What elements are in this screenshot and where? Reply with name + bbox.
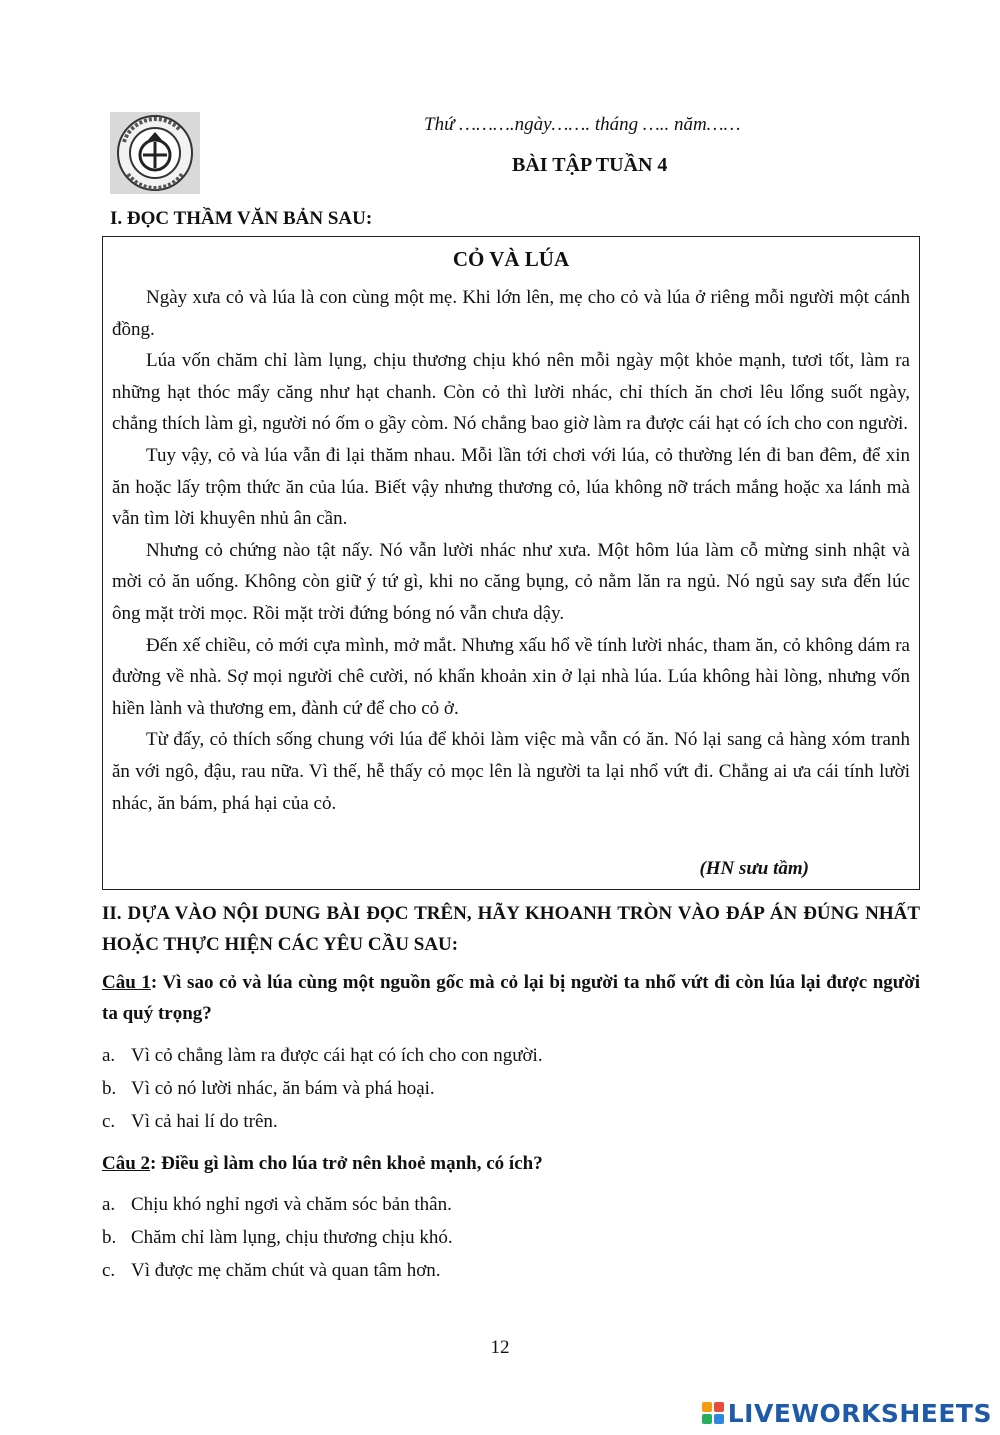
question-label: Câu 2 — [102, 1153, 151, 1174]
question-text: : Điều gì làm cho lúa trở nên khoẻ mạnh, có ích? — [150, 1153, 543, 1174]
school-logo — [110, 112, 200, 194]
story-body — [112, 282, 910, 819]
question-1-option-a[interactable] — [102, 1045, 543, 1067]
question-2-option-b[interactable] — [102, 1227, 453, 1249]
story-paragraph: Ngày xưa cỏ và lúa là con cùng một mẹ. Khi lớn lên, mẹ cho cỏ và lúa ở riêng mỗi người một cánh đồng. — [112, 287, 910, 340]
question-2-option-a[interactable] — [102, 1194, 452, 1216]
option-text: Vì được mẹ chăm chút và quan tâm hơn. — [131, 1260, 441, 1281]
option-text: Vì cả hai lí do trên. — [131, 1111, 278, 1132]
question-label: Câu 1 — [102, 972, 151, 993]
date-line: Thứ ……….ngày……. tháng ….. năm…… — [424, 114, 741, 135]
question-1 — [102, 967, 920, 1029]
question-2 — [102, 1148, 920, 1179]
option-letter: c. — [102, 1260, 116, 1281]
option-text: Vì cỏ nó lười nhác, ăn bám và phá hoại. — [131, 1078, 435, 1099]
option-text: Chịu khó nghỉ ngơi và chăm sóc bản thân. — [131, 1194, 452, 1215]
story-box — [102, 236, 920, 890]
story-source: (HN sưu tầm) — [699, 858, 809, 879]
worksheet-title: BÀI TẬP TUẦN 4 — [512, 154, 668, 176]
option-text: Vì cỏ chẳng làm ra được cái hạt có ích cho con người. — [131, 1045, 543, 1066]
liveworksheets-brand[interactable] — [702, 1395, 992, 1431]
story-paragraph: Tuy vậy, cỏ và lúa vẫn đi lại thăm nhau. Mỗi lần tới chơi với lúa, cỏ thường lén đi ban đêm, để xin ăn hoặc lấy trộm thức ăn của lúa. Biết vậy nhưng thương cỏ, lúa không nỡ trách mắng hoặc xa lánh mà vẫn tìm lời khuyên nhủ ân cần. — [112, 444, 910, 530]
page-number: 12 — [490, 1337, 510, 1358]
story-paragraph: Đến xế chiều, cỏ mới cựa mình, mở mắt. Nhưng xấu hổ về tính lười nhác, tham ăn, cỏ không dám ra đường về nhà. Sợ mọi người chê cười, nó khẩn khoản xin ở lại nhà lúa. Lúa không hài lòng, nhưng vốn hiền lành và thương em, đành cứ để cho cỏ ở. — [112, 634, 910, 719]
option-letter: b. — [102, 1078, 117, 1099]
question-2-option-c[interactable] — [102, 1260, 441, 1282]
story-paragraph: Nhưng cỏ chứng nào tật nấy. Nó vẫn lười nhác như xưa. Một hôm lúa làm cỗ mừng sinh nhật và mời cỏ ăn uống. Không còn giữ ý tứ gì, khi no căng bụng, cỏ nằm lăn ra ngủ. Nó ngủ say sưa đến lúc ông mặt trời mọc. Rồi mặt trời đứng bóng nó vẫn chưa dậy. — [112, 539, 910, 624]
option-letter: b. — [102, 1227, 117, 1248]
option-letter: a. — [102, 1194, 116, 1215]
question-1-option-c[interactable] — [102, 1111, 278, 1133]
question-1-option-b[interactable] — [102, 1078, 435, 1100]
option-text: Chăm chỉ làm lụng, chịu thương chịu khó. — [131, 1227, 453, 1248]
story-paragraph: Từ đấy, cỏ thích sống chung với lúa để khỏi làm việc mà vẫn có ăn. Nó lại sang cả hàng xóm tranh ăn với ngô, đậu, rau nữa. Vì thế, hễ thấy cỏ mọc lên là người ta lại nhổ vứt đi. Chẳng ai ưa cái tính lười nhác, ăn bám, phá hại của cỏ. — [112, 729, 910, 814]
brand-text: LIVEWORKSHEETS — [727, 1398, 992, 1428]
story-title: CỎ VÀ LÚA — [452, 247, 570, 271]
section-2-heading: II. DỰA VÀO NỘI DUNG BÀI ĐỌC TRÊN, HÃY KHOANH TRÒN VÀO ĐÁP ÁN ĐÚNG NHẤT HOẶC THỰC HIỆN CÁC YÊU CẦU SAU: — [102, 903, 920, 955]
question-text: : Vì sao cỏ và lúa cùng một nguồn gốc mà cỏ lại bị người ta nhổ vứt đi còn lúa lại được người ta quý trọng? — [102, 972, 920, 1024]
option-letter: a. — [102, 1045, 116, 1066]
liveworksheets-logo-icon — [702, 1402, 724, 1424]
section-1-heading: I. ĐỌC THẦM VĂN BẢN SAU: — [110, 208, 373, 229]
story-paragraph: Lúa vốn chăm chỉ làm lụng, chịu thương chịu khó nên mỗi ngày một khỏe mạnh, tươi tốt, làm ra những hạt thóc mẩy căng như hạt chanh. Còn cỏ thì lười nhác, chỉ thích ăn chơi lêu lổng suốt ngày, chẳng thích làm gì, người nó ốm o gầy còm. Nó chẳng bao giờ làm ra được cái hạt có ích cho con người. — [112, 350, 910, 435]
option-letter: c. — [102, 1111, 116, 1132]
